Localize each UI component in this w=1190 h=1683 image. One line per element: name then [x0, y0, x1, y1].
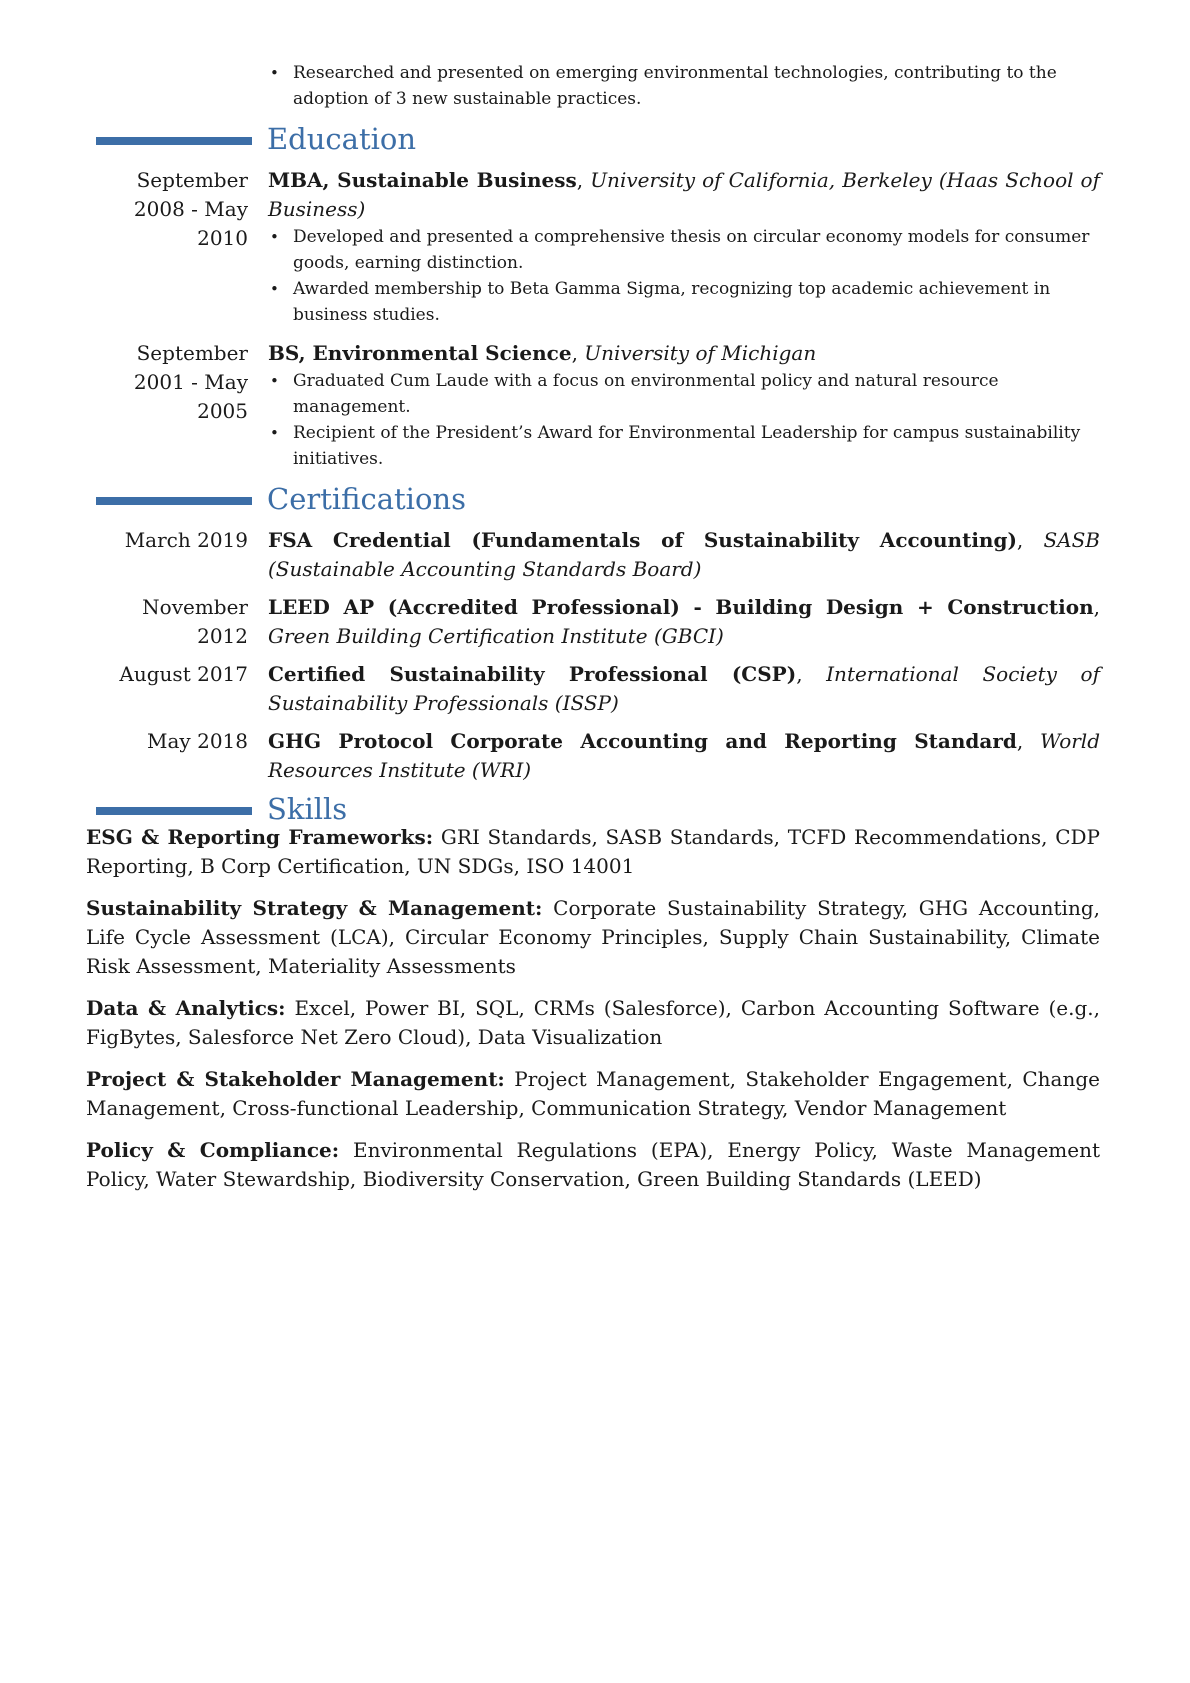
entry-bullet: • Graduated Cum Laude with a focus on environmental policy and natural resource management.	[268, 368, 1100, 420]
skill-text: Project Management, Stakeholder Engagement, Change Management, Cross-functional Leadership, Communication Strategy, Vendor Management	[86, 1067, 1100, 1120]
section-rule	[96, 137, 252, 145]
entry-date: August 2017	[119, 662, 248, 686]
degree-name: MBA, Sustainable Business	[268, 168, 577, 192]
skill-label: Project & Stakeholder Management:	[86, 1067, 505, 1091]
issuer-name: SASB (Sustainable Accounting Standards Board)	[268, 528, 1100, 581]
skills-title: Skills	[267, 792, 348, 826]
certification-entry	[86, 660, 1100, 718]
entry-bullets	[268, 224, 1100, 328]
institution-name: University of California, Berkeley (Haas School of Business)	[268, 168, 1101, 221]
certification-name: LEED AP (Accredited Professional) - Building Design + Construction	[268, 595, 1094, 619]
certification-name: GHG Protocol Corporate Accounting and Reporting Standard	[268, 729, 1017, 753]
experience-bullet: • Researched and presented on emerging environmental technologies, contributing to the adoption of 3 new sustainable practices.	[268, 60, 1098, 112]
entry-date: September 2001 - May 2005	[133, 341, 248, 423]
issuer-name: Green Building Certification Institute (GBCI)	[268, 624, 724, 648]
skill-group	[86, 994, 1100, 1052]
entry-heading: FSA Credential (Fundamentals of Sustainability Accounting), SASB (Sustainable Accounting Standards Board)	[268, 528, 1100, 581]
entry-heading: GHG Protocol Corporate Accounting and Reporting Standard, World Resources Institute (WRI)	[268, 729, 1100, 782]
issuer-name: International Society of Sustainability Professionals (ISSP)	[268, 662, 1101, 715]
entry-bullet: • Awarded membership to Beta Gamma Sigma, recognizing top academic achievement in business studies.	[268, 276, 1100, 328]
skill-group	[86, 894, 1100, 981]
skill-text: GRI Standards, SASB Standards, TCFD Recommendations, CDP Reporting, B Corp Certification, UN SDGs, ISO 14001	[86, 825, 1101, 878]
entry-heading: MBA, Sustainable Business, University of California, Berkeley (Haas School of Business)	[268, 168, 1101, 221]
skill-group	[86, 1065, 1100, 1123]
institution-name: University of Michigan	[584, 341, 817, 365]
skill-text: Excel, Power BI, SQL, CRMs (Salesforce), Carbon Accounting Software (e.g., FigBytes, Salesforce Net Zero Cloud), Data Visualization	[86, 996, 1101, 1049]
entry-heading: LEED AP (Accredited Professional) - Building Design + Construction, Green Building Certification Institute (GBCI)	[268, 595, 1100, 648]
certifications-title: Certifications	[267, 482, 466, 516]
certification-entry	[86, 727, 1100, 785]
entry-heading: Certified Sustainability Professional (CSP), International Society of Sustainability Professionals (ISSP)	[268, 662, 1101, 715]
section-rule	[96, 807, 252, 815]
skill-label: ESG & Reporting Frameworks:	[86, 825, 434, 849]
skill-label: Policy & Compliance:	[86, 1138, 340, 1162]
entry-heading: BS, Environmental Science, University of Michigan	[268, 341, 817, 365]
education-entry-bs	[86, 339, 1100, 472]
education-title: Education	[267, 122, 417, 156]
entry-date: September 2008 - May 2010	[133, 168, 248, 250]
skill-label: Data & Analytics:	[86, 996, 286, 1020]
skill-label: Sustainability Strategy & Management:	[86, 896, 543, 920]
certifications-section-header	[96, 482, 1096, 522]
certification-name: Certified Sustainability Professional (CSP)	[268, 662, 797, 686]
skills-list	[86, 823, 1100, 1207]
entry-date: November 2012	[142, 595, 248, 648]
degree-name: BS, Environmental Science	[268, 341, 572, 365]
skill-group	[86, 1136, 1100, 1194]
education-entry-mba	[86, 166, 1100, 328]
entry-bullets	[268, 368, 1100, 472]
section-rule	[96, 497, 252, 505]
experience-bullets	[268, 60, 1098, 112]
skill-text: Environmental Regulations (EPA), Energy Policy, Waste Management Policy, Water Stewardship, Biodiversity Conservation, Green Building Standards (LEED)	[86, 1138, 1101, 1191]
skill-group	[86, 823, 1100, 881]
certification-name: FSA Credential (Fundamentals of Sustainability Accounting)	[268, 528, 1017, 552]
entry-date: March 2019	[124, 528, 248, 552]
entry-date: May 2018	[147, 729, 248, 753]
education-section-header	[96, 122, 1096, 162]
issuer-name: World Resources Institute (WRI)	[268, 729, 1100, 782]
entry-bullet: • Recipient of the President’s Award for Environmental Leadership for campus sustainability initiatives.	[268, 420, 1100, 472]
certification-entry	[86, 593, 1100, 651]
entry-bullet: • Developed and presented a comprehensive thesis on circular economy models for consumer goods, earning distinction.	[268, 224, 1100, 276]
skill-text: Corporate Sustainability Strategy, GHG Accounting, Life Cycle Assessment (LCA), Circular Economy Principles, Supply Chain Sustainability, Climate Risk Assessment, Materiality Assessments	[86, 896, 1100, 978]
certification-entry	[86, 526, 1100, 584]
